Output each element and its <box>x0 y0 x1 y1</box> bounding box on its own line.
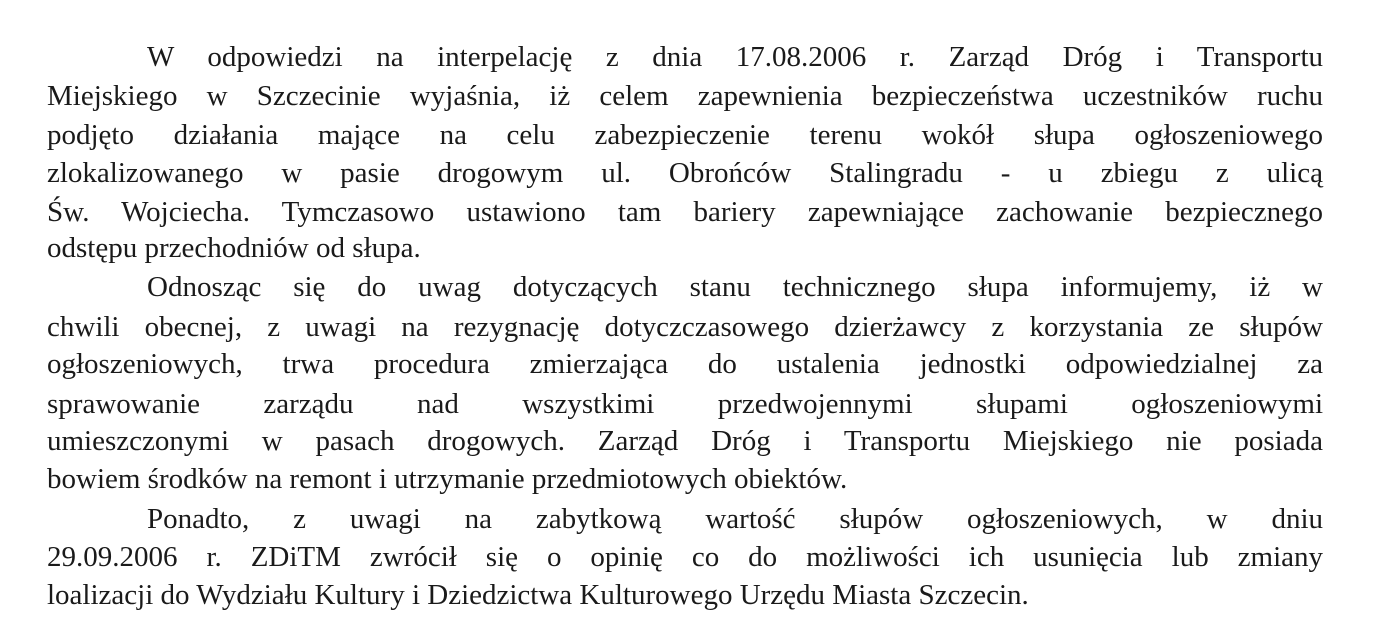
paragraph-2-line-3: ogłoszeniowych, trwa procedura zmierzająca do ustalenia jednostki odpowiedzialnej za <box>47 348 1323 380</box>
paragraph-1-line-5: Św. Wojciecha. Tymczasowo ustawiono tam bariery zapewniające zachowanie bezpiecznego <box>47 196 1323 228</box>
paragraph-1-line-3: podjęto działania mające na celu zabezpieczenie terenu wokół słupa ogłoszeniowego <box>47 119 1323 151</box>
paragraph-2-line-1: Odnosząc się do uwag dotyczących stanu technicznego słupa informujemy, iż w <box>147 271 1323 303</box>
paragraph-2-line-2: chwili obecnej, z uwagi na rezygnację dotyczczasowego dzierżawcy z korzystania ze słupów <box>47 311 1323 343</box>
paragraph-3-line-1: Ponadto, z uwagi na zabytkową wartość słupów ogłoszeniowych, w dniu <box>147 503 1323 535</box>
paragraph-1-line-6: odstępu przechodniów od słupa. <box>47 232 421 264</box>
paragraph-1-line-4: zlokalizowanego w pasie drogowym ul. Obrońców Stalingradu - u zbiegu z ulicą <box>47 157 1323 189</box>
paragraph-2-line-4: sprawowanie zarządu nad wszystkimi przedwojennymi słupami ogłoszeniowymi <box>47 388 1323 420</box>
paragraph-2-line-5: umieszczonymi w pasach drogowych. Zarząd Dróg i Transportu Miejskiego nie posiada <box>47 425 1323 457</box>
paragraph-3-line-2: 29.09.2006 r. ZDiTM zwrócił się o opinię co do możliwości ich usunięcia lub zmiany <box>47 541 1323 573</box>
paragraph-3-line-3: loalizacji do Wydziału Kultury i Dziedzictwa Kulturowego Urzędu Miasta Szczecin. <box>47 579 1029 611</box>
paragraph-1-line-2: Miejskiego w Szczecinie wyjaśnia, iż celem zapewnienia bezpieczeństwa uczestników ruchu <box>47 80 1323 112</box>
paragraph-1-line-1: W odpowiedzi na interpelację z dnia 17.08.2006 r. Zarząd Dróg i Transportu <box>147 41 1323 73</box>
paragraph-2-line-6: bowiem środków na remont i utrzymanie przedmiotowych obiektów. <box>47 463 848 495</box>
